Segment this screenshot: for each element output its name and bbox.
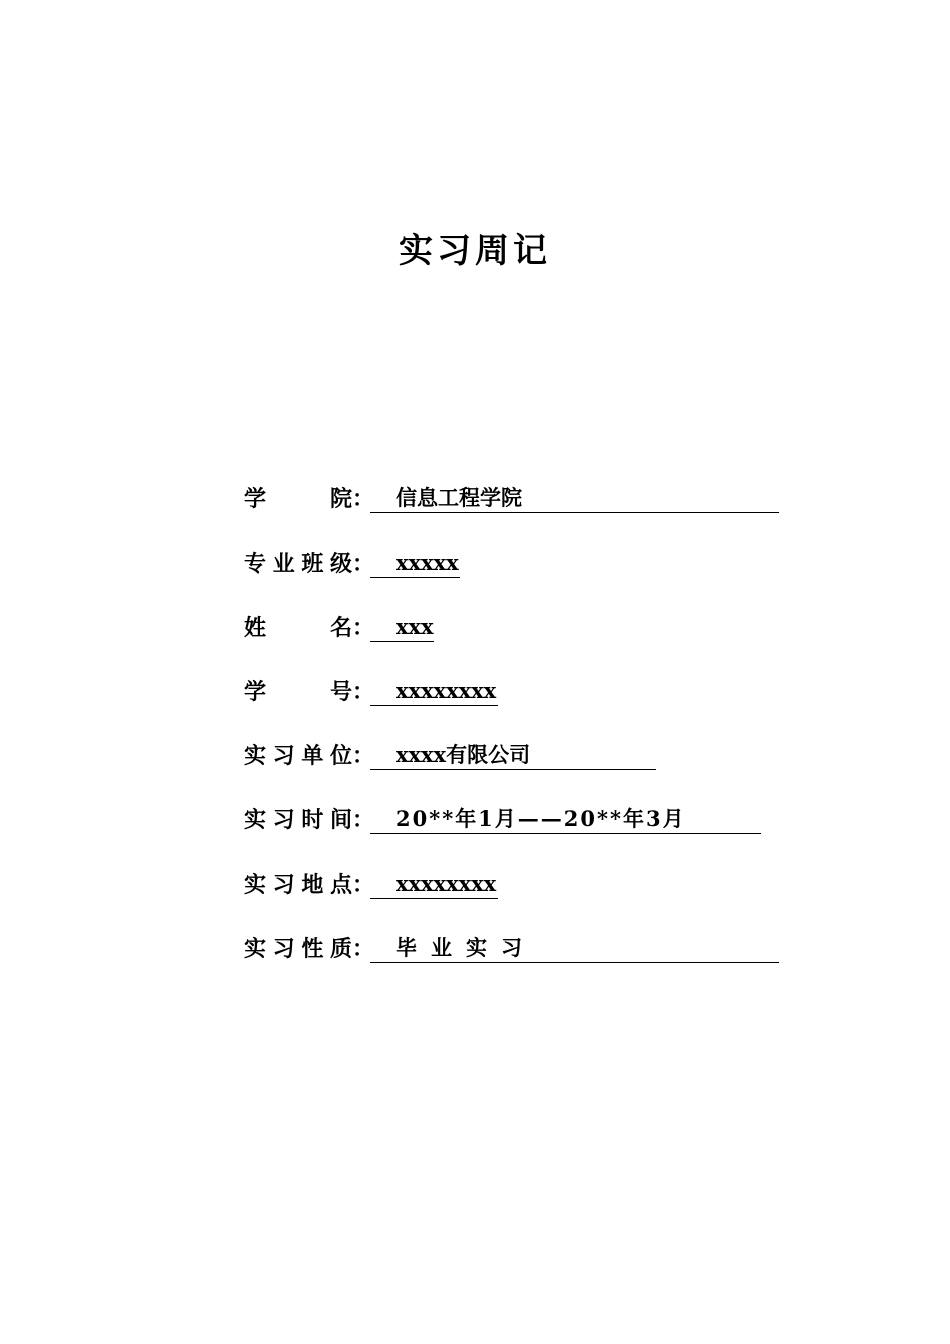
field-label (244, 481, 375, 517)
label-colon: ： (352, 679, 375, 705)
label-char: 院 (329, 486, 352, 512)
label-colon: ： (352, 872, 375, 898)
field-label (244, 867, 375, 903)
internship-company-value: xxxx有限公司 (370, 738, 656, 770)
label-colon: ： (352, 486, 375, 512)
label-char: 实 (244, 743, 267, 769)
label-char: 班 (301, 551, 324, 577)
major-class-value: xxxxx (370, 546, 460, 578)
label-char: 学 (244, 679, 267, 705)
internship-period-value: 20**年1月——20**年3月 (370, 802, 761, 834)
field-label (244, 802, 375, 838)
field-label (244, 674, 375, 710)
name-value: xxx (370, 610, 434, 642)
label-char: 级 (329, 551, 352, 577)
field-label (244, 931, 375, 967)
label-colon: ： (352, 807, 375, 833)
college-value: 信息工程学院 (370, 481, 779, 513)
label-char: 业 (272, 551, 295, 577)
internship-type-value: 毕业实习 (370, 931, 779, 963)
label-char: 点 (329, 872, 352, 898)
label-char: 专 (244, 551, 267, 577)
label-char: 性 (301, 936, 324, 962)
label-char: 位 (329, 743, 352, 769)
label-char: 时 (301, 807, 324, 833)
student-id-value: xxxxxxxx (370, 674, 498, 706)
document-title: 实习周记 (399, 231, 551, 271)
label-colon: ： (352, 936, 375, 962)
label-char: 实 (244, 807, 267, 833)
label-char: 习 (272, 872, 295, 898)
label-char: 姓 (244, 615, 267, 641)
label-char: 名 (329, 615, 352, 641)
internship-location-value: xxxxxxxx (370, 867, 498, 899)
label-char: 间 (329, 807, 352, 833)
label-char: 实 (244, 936, 267, 962)
field-label (244, 610, 375, 646)
label-char: 习 (272, 936, 295, 962)
label-char: 地 (301, 872, 324, 898)
label-char: 质 (329, 936, 352, 962)
field-label (244, 738, 375, 774)
label-char: 习 (272, 807, 295, 833)
label-char: 实 (244, 872, 267, 898)
label-char: 单 (301, 743, 324, 769)
label-char: 学 (244, 486, 267, 512)
label-char: 号 (329, 679, 352, 705)
field-label (244, 546, 375, 582)
label-char: 习 (272, 743, 295, 769)
label-colon: ： (352, 743, 375, 769)
label-colon: ： (352, 551, 375, 577)
label-colon: ： (352, 615, 375, 641)
